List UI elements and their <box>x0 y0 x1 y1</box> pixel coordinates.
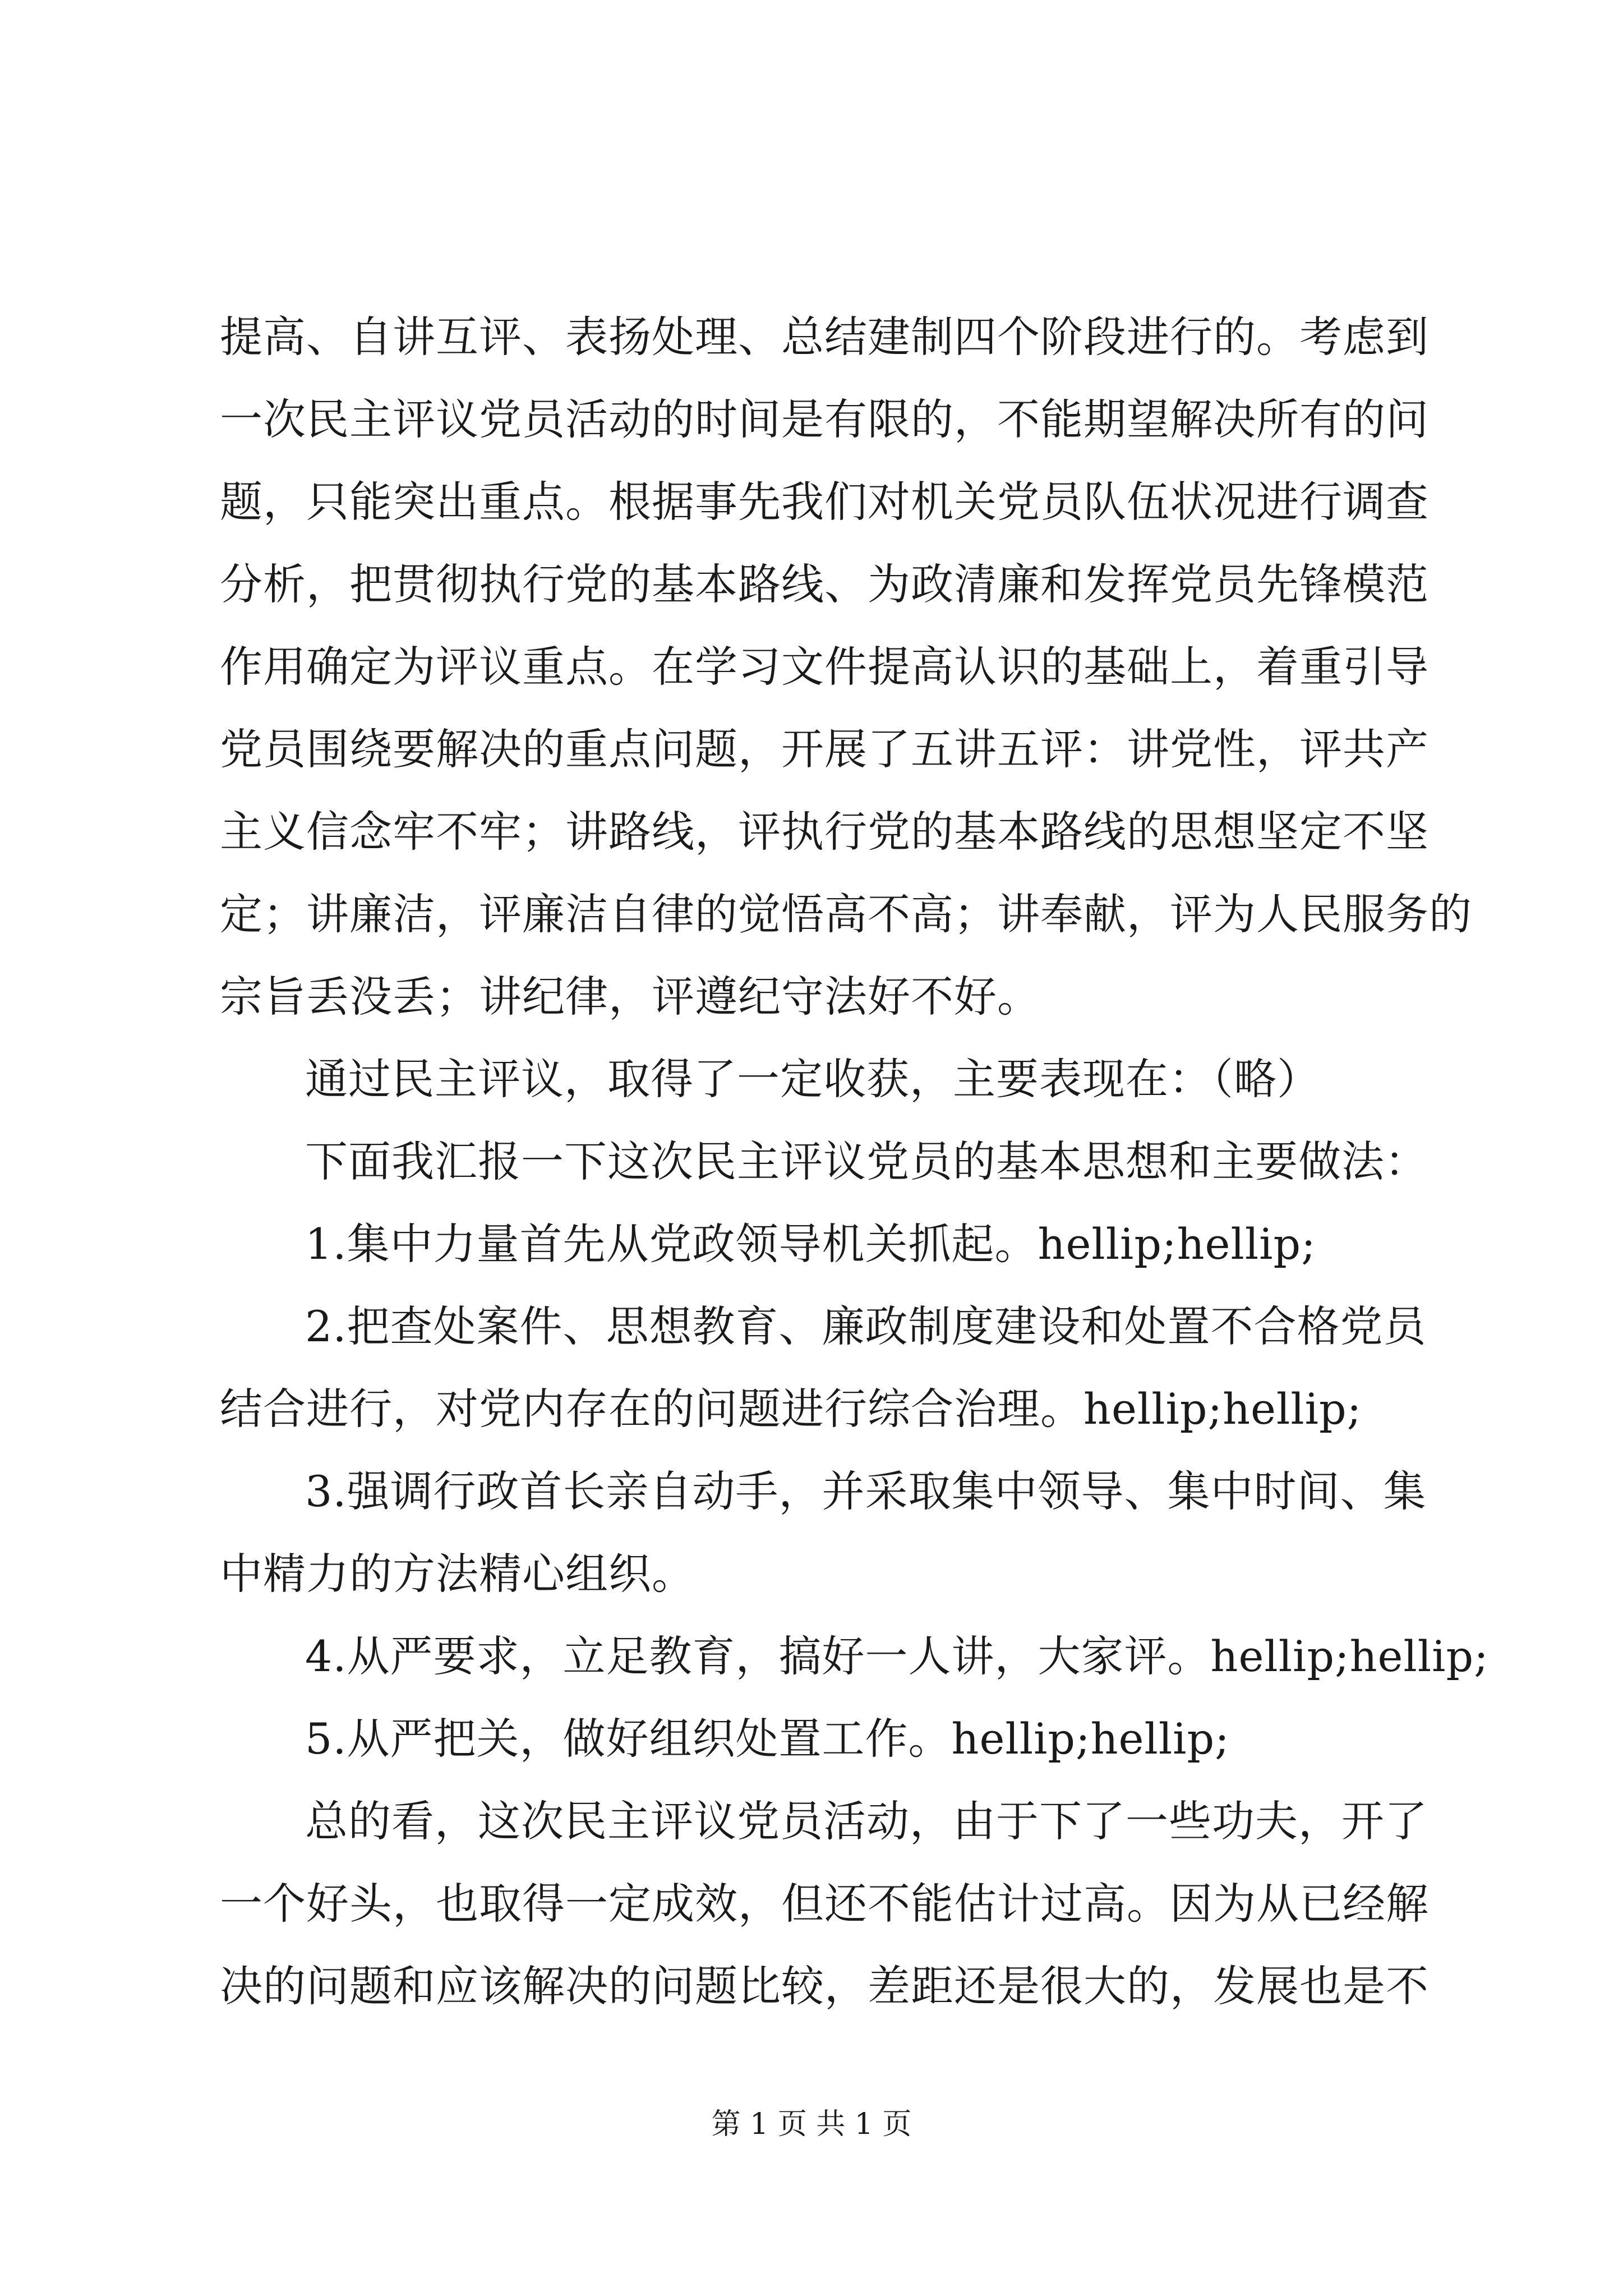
list-item-2 <box>220 1285 1426 1450</box>
document-body <box>220 296 1489 2027</box>
text-line: 下面我汇报一下这次民主评议党员的基本思想和主要做法： <box>305 1137 1428 1186</box>
list-item-1 <box>220 1203 1426 1285</box>
text-line: 总的看，这次民主评议党员活动，由于下了一些功夫，开了 <box>305 1796 1428 1846</box>
list-item-4 <box>220 1615 1489 1697</box>
text-line: 一次民主评议党员活动的时间是有限的，不能期望解决所有的问 <box>220 394 1429 444</box>
text-line: 定；讲廉洁，评廉洁自律的觉悟高不高；讲奉献，评为人民服务的 <box>220 889 1472 939</box>
text-line: 4.从严要求，立足教育，搞好一人讲，大家评。hellip;hellip; <box>305 1631 1489 1681</box>
paragraph-2 <box>220 1038 1426 1120</box>
text-line: 结合进行，对党内存在的问题进行综合治理。hellip;hellip; <box>220 1384 1362 1434</box>
page-number-label: 第 1 页 共 1 页 <box>711 2108 912 2141</box>
page-footer <box>0 2105 1623 2144</box>
text-line: 决的问题和应该解决的问题比较，差距还是很大的，发展也是不 <box>220 1961 1429 2011</box>
text-line: 3.强调行政首长亲自动手，并采取集中领导、集中时间、集 <box>305 1466 1427 1516</box>
text-line: 通过民主评议，取得了一定收获，主要表现在：（略） <box>305 1054 1320 1104</box>
paragraph-3 <box>220 1120 1426 1203</box>
text-line: 5.从严把关，做好组织处置工作。hellip;hellip; <box>305 1714 1230 1764</box>
text-line: 2.把查处案件、思想教育、廉政制度建设和处置不合格党员 <box>305 1301 1427 1351</box>
list-item-5 <box>220 1697 1426 1780</box>
text-line: 党员围绕要解决的重点问题，开展了五讲五评：讲党性，评共产 <box>220 724 1429 774</box>
text-line: 主义信念牢不牢；讲路线，评执行党的基本路线的思想坚定不坚 <box>220 807 1429 857</box>
paragraph-1 <box>220 296 1472 1038</box>
text-line: 宗旨丢没丢；讲纪律，评遵纪守法好不好。 <box>220 972 1040 1022</box>
text-line: 一个好头，也取得一定成效，但还不能估计过高。因为从已经解 <box>220 1879 1429 1929</box>
text-line: 提高、自讲互评、表扬处理、总结建制四个阶段进行的。考虑到 <box>220 312 1429 362</box>
text-line: 中精力的方法精心组织。 <box>220 1549 695 1599</box>
text-line: 分析，把贯彻执行党的基本路线、为政清廉和发挥党员先锋模范 <box>220 559 1429 609</box>
paragraph-summary <box>220 1780 1429 2027</box>
text-line: 作用确定为评议重点。在学习文件提高认识的基础上，着重引导 <box>220 642 1429 692</box>
text-line: 题，只能突出重点。根据事先我们对机关党员队伍状况进行调查 <box>220 477 1429 527</box>
list-item-3 <box>220 1450 1426 1615</box>
text-line: 1.集中力量首先从党政领导机关抓起。hellip;hellip; <box>305 1219 1316 1269</box>
